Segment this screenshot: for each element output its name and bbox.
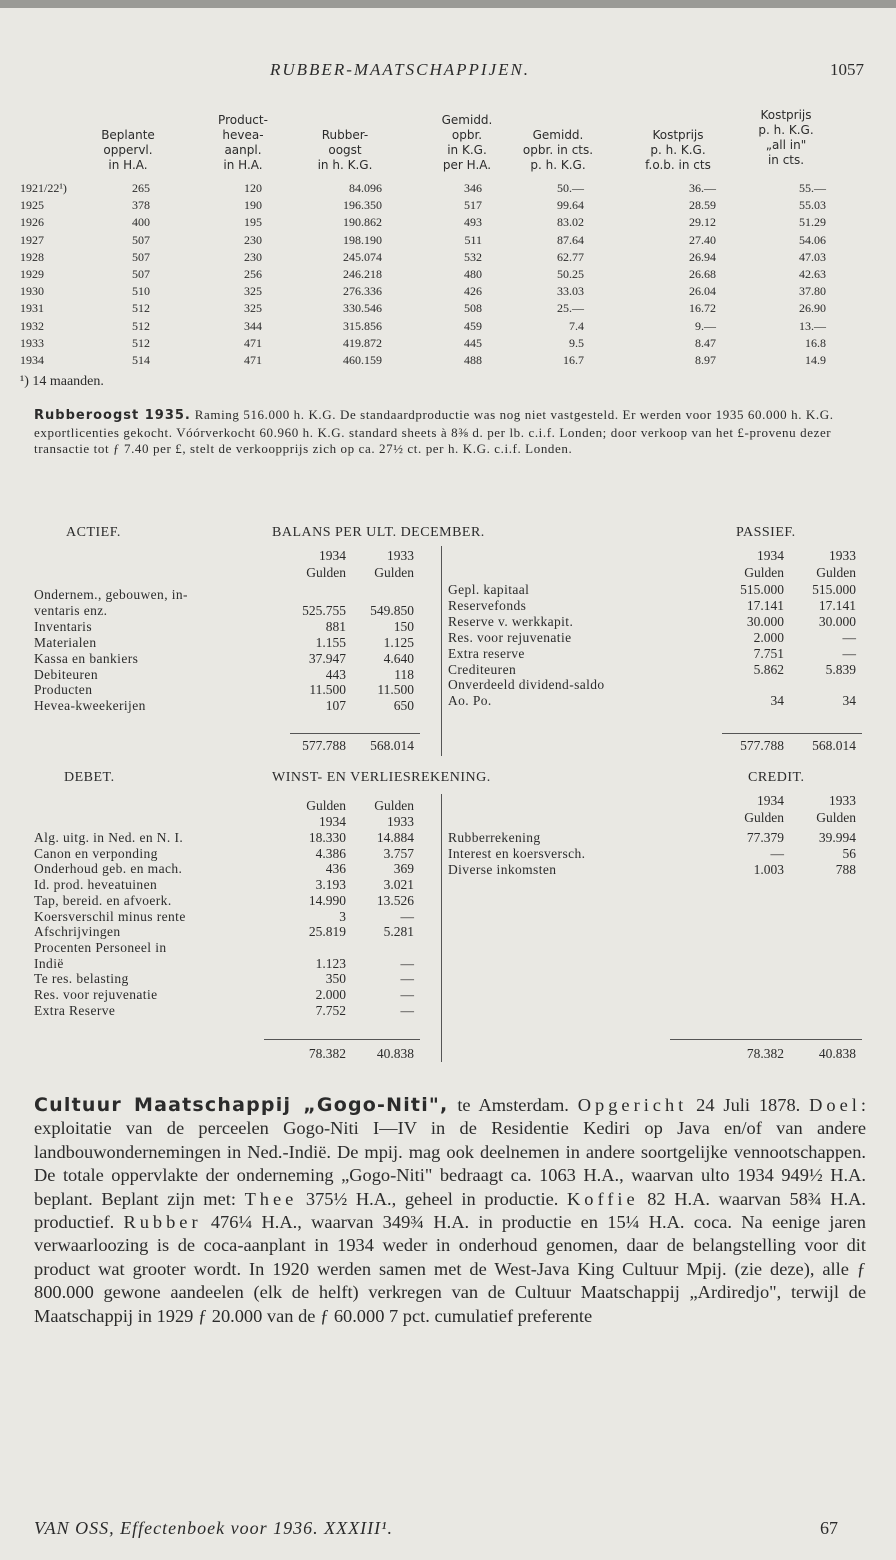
production-cell: 9.5 (569, 335, 584, 350)
winst-heading (34, 770, 866, 790)
actief-row (34, 667, 414, 683)
actief-row (34, 603, 414, 619)
gogo-opgericht: Opgericht (577, 1095, 688, 1115)
balans-passief-unit1: Gulden (744, 565, 784, 580)
balans-divider (441, 546, 442, 756)
debet-label: Canon en verponding (34, 845, 158, 861)
production-year: 1931 (20, 301, 44, 316)
production-cell: 36.— (689, 181, 716, 195)
production-cell: 25.— (557, 301, 584, 316)
production-year: 1927 (20, 232, 44, 247)
credit-total-1934: 78.382 (746, 1046, 784, 1061)
production-cell: 62.77 (557, 249, 584, 264)
production-cell: 419.872 (343, 335, 382, 350)
production-table-header (34, 106, 866, 180)
actief-row (34, 651, 414, 667)
rubberoogst-paragraph (34, 407, 866, 458)
debet-value-1933: 5.281 (383, 924, 414, 940)
passief-total-1933: 568.014 (812, 738, 856, 753)
debet-label: Res. voor rejuvenatie (34, 987, 158, 1002)
production-year: 1926 (20, 215, 44, 230)
production-row (20, 335, 866, 352)
production-cell: 51.29 (799, 215, 826, 230)
production-row (20, 214, 866, 231)
production-row (20, 283, 866, 300)
debet-value-1934: 350 (325, 971, 346, 987)
production-cell: 493 (464, 215, 482, 230)
production-cell: 265 (132, 181, 150, 195)
actief-value-1933: 1.125 (383, 634, 414, 650)
production-cell: 346 (464, 181, 482, 195)
winst-credit-unit1: Gulden (744, 810, 784, 825)
production-cell: 532 (464, 249, 482, 264)
production-cell: 50.25 (557, 266, 584, 281)
debet-value-1933: — (400, 955, 414, 971)
production-cell: 512 (132, 335, 150, 350)
actief-value-1933: 150 (393, 618, 414, 634)
production-row (20, 352, 866, 369)
debet-total-1933: 40.838 (376, 1046, 414, 1061)
balans-passief-year1: 1934 (757, 548, 784, 563)
debet-label: Onderhoud geb. en mach. (34, 861, 183, 877)
actief-row (34, 587, 414, 603)
passief-label: Onverdeeld dividend-saldo (448, 677, 605, 693)
production-cell: 28.59 (689, 198, 716, 213)
production-cell: 8.97 (695, 352, 716, 367)
production-cell: 330.546 (343, 301, 382, 316)
production-cell: 514 (132, 352, 150, 367)
winst-debet-unit1: Gulden (306, 798, 346, 813)
passief-value-1933: — (842, 629, 856, 645)
passief-label: Reserve v. werkkapit. (448, 613, 574, 629)
production-cell: 230 (244, 249, 262, 264)
balans-actief-year2: 1933 (387, 548, 414, 563)
production-cell: 16.8 (805, 335, 826, 350)
production-cell: 55.— (799, 181, 826, 195)
production-cell: 512 (132, 318, 150, 333)
production-cell: 190 (244, 198, 262, 213)
passief-row (448, 646, 856, 662)
actief-total-rule (290, 733, 420, 734)
passief-label: Ao. Po. (448, 693, 492, 709)
actief-label: Ondernem., gebouwen, in- (34, 587, 188, 602)
passief-row (448, 662, 856, 678)
credit-row (448, 846, 856, 862)
debet-row (34, 861, 414, 877)
debet-label: Te res. belasting (34, 971, 129, 987)
production-cell: 16.72 (689, 301, 716, 316)
gogo-text-5: 82 H.A. waarvan 58¾ H.A. productief. (34, 1188, 866, 1233)
production-cell: 445 (464, 335, 482, 350)
production-table-body (20, 180, 866, 369)
passief-row (448, 614, 856, 630)
production-cell: 27.40 (689, 232, 716, 247)
credit-label: Interest en koersversch. (448, 845, 586, 861)
winst-debet-year1: 1934 (319, 814, 346, 829)
gogo-text-6: 476¼ H.A., waarvan 349¾ H.A. in productie en 15¼ H.A. coca. Na eenige jaren verwaarloozing is de coca-aanplant in 1934 weder in onderhoud genomen, daar de belangstelling voor dit product wat grooter wordt. In 1920 werden samen met de West-Java King Cultuur Mpij. (zie deze), alle ƒ 800.000 gewone aandeelen (elk de helft) verkregen van de Cultuur Maatschappij „Ardiredjo", terwijl de Maatschappij in 1929 ƒ 20.000 van de ƒ 60.000 7 pct. cumulatief preferente (34, 1212, 866, 1326)
credit-label: Rubberrekening (448, 830, 541, 845)
production-cell: 508 (464, 301, 482, 316)
debet-label: Afschrijvingen (34, 924, 121, 940)
production-year: 1932 (20, 318, 44, 333)
gogo-niti-lead: Cultuur Maatschappij „Gogo-Niti", (34, 1094, 449, 1116)
credit-label: Diverse inkomsten (448, 861, 557, 877)
credit-value-1933: 39.994 (818, 830, 856, 845)
scan-top-edge (0, 0, 896, 8)
balans-title: BALANS PER ULT. DECEMBER. (272, 525, 485, 540)
debet-row (34, 877, 414, 893)
winst-title: WINST- EN VERLIESREKENING. (272, 770, 491, 785)
debet-value-1933: 3.757 (383, 845, 414, 861)
actief-title: ACTIEF. (66, 525, 121, 540)
passief-value-1934: 17.141 (746, 597, 784, 613)
passief-label: Crediteuren (448, 661, 517, 677)
actief-value-1934: 443 (325, 666, 346, 682)
debet-row (34, 956, 414, 972)
production-year: 1925 (20, 198, 44, 213)
production-row (20, 249, 866, 266)
gogo-text-3: : exploitatie van de perceelen Gogo-Niti I—IV in de Residentie Kediri op Java en/of van andere landbouwondernemingen in Ned.-Indië. De mpij. mag ook deelnemen in andere soortgelijke vennootschappen. De totale oppervlakte der onderneming „Gogo-Niti" bedraagt ca. 1063 H.A., waarvan ulto 1934 949½ H.A. beplant. Beplant zijn met: (34, 1095, 866, 1209)
balans-passief-unit2: Gulden (816, 565, 856, 580)
production-cell: 507 (132, 232, 150, 247)
winst-credit-year1: 1934 (757, 793, 784, 808)
production-row (20, 266, 866, 283)
winst-debet-year2: 1933 (387, 814, 414, 829)
production-cell: 13.— (799, 318, 826, 333)
actief-value-1934: 107 (325, 698, 346, 714)
actief-label: Inventaris (34, 618, 92, 634)
debet-row (34, 1003, 414, 1019)
debet-title: DEBET. (64, 770, 115, 785)
production-cell: 14.9 (805, 352, 826, 367)
passief-value-1934: 2.000 (753, 629, 784, 645)
actief-value-1934: 525.755 (302, 602, 346, 618)
passief-value-1934: 34 (770, 693, 784, 709)
production-year: 1934 (20, 352, 44, 367)
credit-value-1934: — (770, 845, 784, 861)
footer-source: VAN OSS, Effectenboek voor 1936. XXXIII¹. (34, 1518, 393, 1538)
production-row (20, 197, 866, 214)
production-cell: 198.190 (343, 232, 382, 247)
actief-value-1934: 37.947 (308, 650, 346, 666)
production-cell: 37.80 (799, 284, 826, 299)
passief-value-1933: — (842, 645, 856, 661)
production-cell: 507 (132, 249, 150, 264)
production-cell: 120 (244, 181, 262, 195)
actief-label: Materialen (34, 634, 97, 650)
production-row (20, 300, 866, 317)
debet-value-1933: 369 (393, 861, 414, 877)
gogo-text-4: 375½ H.A., geheel in productie. (297, 1188, 567, 1209)
debet-label: Indië (34, 955, 64, 971)
actief-row (34, 619, 414, 635)
passief-label: Extra reserve (448, 645, 525, 661)
passief-row (448, 582, 856, 598)
production-table (20, 106, 866, 369)
debet-row (34, 971, 414, 987)
passief-title: PASSIEF. (736, 525, 796, 540)
credit-title: CREDIT. (748, 770, 805, 785)
credit-value-1934: 77.379 (746, 830, 784, 845)
production-cell: 190.862 (343, 215, 382, 230)
passief-row (448, 693, 856, 709)
debet-label: Id. prod. heveatuinen (34, 877, 158, 893)
production-cell: 99.64 (557, 198, 584, 213)
debet-value-1933: — (400, 908, 414, 924)
production-cell: 50.— (557, 181, 584, 195)
page-number: 1057 (830, 60, 864, 79)
debet-value-1933: — (400, 971, 414, 987)
production-cell: 480 (464, 266, 482, 281)
production-cell: 54.06 (799, 232, 826, 247)
credit-value-1933: 56 (842, 845, 856, 861)
production-cell: 55.03 (799, 198, 826, 213)
debet-row (34, 987, 414, 1003)
credit-row (448, 862, 856, 878)
production-cell: 245.074 (343, 249, 382, 264)
credit-value-1933: 788 (835, 861, 856, 877)
winst-credit-year2: 1933 (829, 793, 856, 808)
debet-label: Procenten Personeel in (34, 939, 167, 955)
production-cell: 276.336 (343, 284, 382, 299)
production-cell: 507 (132, 266, 150, 281)
gogo-text-2: 24 Juli 1878. (687, 1095, 810, 1115)
passief-value-1934: 5.862 (753, 661, 784, 677)
debet-row (34, 830, 414, 846)
running-head-title: RUBBER-MAATSCHAPPIJEN. (270, 60, 531, 79)
actief-value-1934: 11.500 (309, 682, 346, 698)
debet-value-1933: 14.884 (376, 830, 414, 845)
actief-row (34, 635, 414, 651)
debet-value-1934: 18.330 (308, 830, 346, 845)
debet-row (34, 924, 414, 940)
production-cell: 42.63 (799, 266, 826, 281)
actief-value-1933: 650 (393, 698, 414, 714)
production-cell: 16.7 (563, 352, 584, 367)
production-cell: 471 (244, 352, 262, 367)
actief-label: Debiteuren (34, 666, 98, 682)
passief-total-1934: 577.788 (740, 738, 784, 753)
actief-label: Producten (34, 682, 93, 698)
production-header-3: Rubber- oogst in h. K.G. (317, 128, 373, 172)
running-head (34, 60, 866, 86)
actief-row (34, 698, 414, 714)
debet-value-1934: 1.123 (315, 955, 346, 971)
production-cell: 26.68 (689, 266, 716, 281)
production-cell: 246.218 (343, 266, 382, 281)
debet-label: Tap, bereid. en afvoerk. (34, 892, 172, 908)
production-cell: 488 (464, 352, 482, 367)
actief-label: ventaris enz. (34, 602, 108, 618)
production-cell: 511 (464, 232, 482, 247)
production-row (20, 318, 866, 335)
actief-label: Hevea-kweekerijen (34, 698, 146, 714)
production-cell: 26.90 (799, 301, 826, 316)
credit-total-rule (670, 1039, 862, 1040)
winst-debet-unit2: Gulden (374, 798, 414, 813)
passief-value-1933: 34 (842, 693, 856, 709)
production-cell: 87.64 (557, 232, 584, 247)
production-header-1: Beplante oppervl. in H.A. (101, 128, 155, 172)
credit-total-1933: 40.838 (818, 1046, 856, 1061)
production-year: 1921/22¹) (20, 181, 67, 195)
passief-label: Reservefonds (448, 597, 527, 613)
gogo-rubber: Rubber (123, 1212, 202, 1233)
production-cell: 26.04 (689, 284, 716, 299)
production-year: 1933 (20, 335, 44, 350)
passief-value-1934: 30.000 (746, 613, 784, 629)
production-cell: 196.350 (343, 198, 382, 213)
debet-row (34, 909, 414, 925)
debet-value-1934: 4.386 (315, 845, 346, 861)
winst-divider (441, 794, 442, 1062)
debet-value-1933: — (400, 987, 414, 1002)
actief-row (34, 682, 414, 698)
production-cell: 460.159 (343, 352, 382, 367)
production-cell: 325 (244, 284, 262, 299)
production-year: 1930 (20, 284, 44, 299)
balans-actief-unit2: Gulden (374, 565, 414, 580)
debet-label: Extra Reserve (34, 1002, 116, 1018)
debet-row (34, 893, 414, 909)
production-cell: 325 (244, 301, 262, 316)
debet-label: Koersverschil minus rente (34, 908, 186, 924)
production-cell: 9.— (695, 318, 716, 333)
production-cell: 459 (464, 318, 482, 333)
debet-value-1934: 3.193 (315, 877, 346, 893)
production-cell: 517 (464, 198, 482, 213)
production-cell: 230 (244, 232, 262, 247)
debet-value-1933: 13.526 (376, 892, 414, 908)
debet-row (34, 940, 414, 956)
gogo-koffie: Koffie (566, 1188, 639, 1209)
passief-value-1933: 5.839 (825, 661, 856, 677)
actief-value-1933: 11.500 (377, 682, 414, 698)
rubberoogst-text: Raming 516.000 h. K.G. De standaardproductie was nog niet vastgesteld. Er werden voor 1935 60.000 h. K.G. exportlicenties gekocht. Vóórverkocht 60.960 h. K.G. standard sheets à 8⅜ d. per lb. c.i.f. Londen; door verkoop van het £-provenu dezer transactie tot ƒ 7.40 per £, stelt de verkoopprijs zich op ca. 27½ ct. per h. K.G. c.i.f. Londen. (34, 407, 834, 456)
production-cell: 26.94 (689, 249, 716, 264)
production-cell: 29.12 (689, 215, 716, 230)
actief-value-1933: 118 (394, 666, 414, 682)
production-year: 1928 (20, 249, 44, 264)
winst-credit-unit2: Gulden (816, 810, 856, 825)
production-cell: 378 (132, 198, 150, 213)
debet-value-1934: 25.819 (308, 924, 346, 940)
production-header-4: Gemidd. opbr. in K.G. per H.A. (441, 113, 493, 172)
passief-value-1933: 515.000 (812, 582, 856, 597)
production-cell: 84.096 (349, 181, 382, 195)
production-cell: 344 (244, 318, 262, 333)
actief-label: Kassa en bankiers (34, 650, 139, 666)
debet-value-1933: — (400, 1002, 414, 1018)
credit-value-1934: 1.003 (753, 861, 784, 877)
passief-value-1934: 7.751 (753, 645, 784, 661)
debet-row (34, 846, 414, 862)
production-cell: 195 (244, 215, 262, 230)
production-cell: 471 (244, 335, 262, 350)
production-year: 1929 (20, 266, 44, 281)
rubberoogst-lead: Rubberoogst 1935. (34, 408, 191, 423)
actief-value-1933: 4.640 (383, 650, 414, 666)
debet-label: Alg. uitg. in Ned. en N. I. (34, 830, 184, 845)
actief-value-1933: 549.850 (370, 602, 414, 618)
debet-value-1934: 436 (325, 861, 346, 877)
production-footnote: ¹) 14 maanden. (20, 374, 104, 389)
production-row (20, 232, 866, 249)
passief-value-1934: 515.000 (740, 582, 784, 597)
debet-value-1934: 3 (339, 908, 346, 924)
production-header-2: Product- hevea- aanpl. in H.A. (218, 113, 268, 172)
production-cell: 83.02 (557, 215, 584, 230)
passief-label: Gepl. kapitaal (448, 582, 530, 597)
debet-value-1934: 7.752 (315, 1002, 346, 1018)
passief-value-1933: 17.141 (818, 597, 856, 613)
production-header-5: Gemidd. opbr. in cts. p. h. K.G. (522, 128, 594, 172)
balans-actief-unit1: Gulden (306, 565, 346, 580)
gogo-niti-paragraph (34, 1094, 866, 1328)
production-row (20, 180, 866, 197)
debet-total-rule (264, 1039, 420, 1040)
actief-total-1933: 568.014 (370, 738, 414, 753)
balans-passief-year2: 1933 (829, 548, 856, 563)
passief-row (448, 630, 856, 646)
balans-heading (34, 525, 866, 545)
debet-total-1934: 78.382 (308, 1046, 346, 1061)
debet-value-1934: 2.000 (315, 987, 346, 1002)
production-cell: 512 (132, 301, 150, 316)
debet-value-1934: 14.990 (308, 892, 346, 908)
balans-actief-year1: 1934 (319, 548, 346, 563)
production-cell: 426 (464, 284, 482, 299)
gogo-doel: Doel (809, 1095, 861, 1115)
passief-total-rule (722, 733, 862, 734)
actief-value-1934: 1.155 (315, 634, 346, 650)
production-cell: 33.03 (557, 284, 584, 299)
gogo-thee: Thee (244, 1188, 298, 1209)
gogo-text-1: te Amsterdam. (448, 1095, 578, 1115)
footer-signature: 67 (820, 1518, 838, 1538)
production-header-7: Kostprijs p. h. K.G. „all in" in cts. (758, 108, 814, 167)
production-cell: 400 (132, 215, 150, 230)
debet-value-1933: 3.021 (383, 877, 414, 893)
production-cell: 256 (244, 266, 262, 281)
production-cell: 8.47 (695, 335, 716, 350)
production-header-6: Kostprijs p. h. K.G. f.o.b. in cts (645, 128, 711, 172)
passief-row (448, 598, 856, 614)
actief-value-1934: 881 (325, 618, 346, 634)
production-cell: 47.03 (799, 249, 826, 264)
passief-label: Res. voor rejuvenatie (448, 629, 572, 645)
production-cell: 510 (132, 284, 150, 299)
production-cell: 315.856 (343, 318, 382, 333)
production-cell: 7.4 (569, 318, 584, 333)
actief-total-1934: 577.788 (302, 738, 346, 753)
passief-row (448, 677, 856, 693)
passief-value-1933: 30.000 (818, 613, 856, 629)
credit-row (448, 830, 856, 846)
